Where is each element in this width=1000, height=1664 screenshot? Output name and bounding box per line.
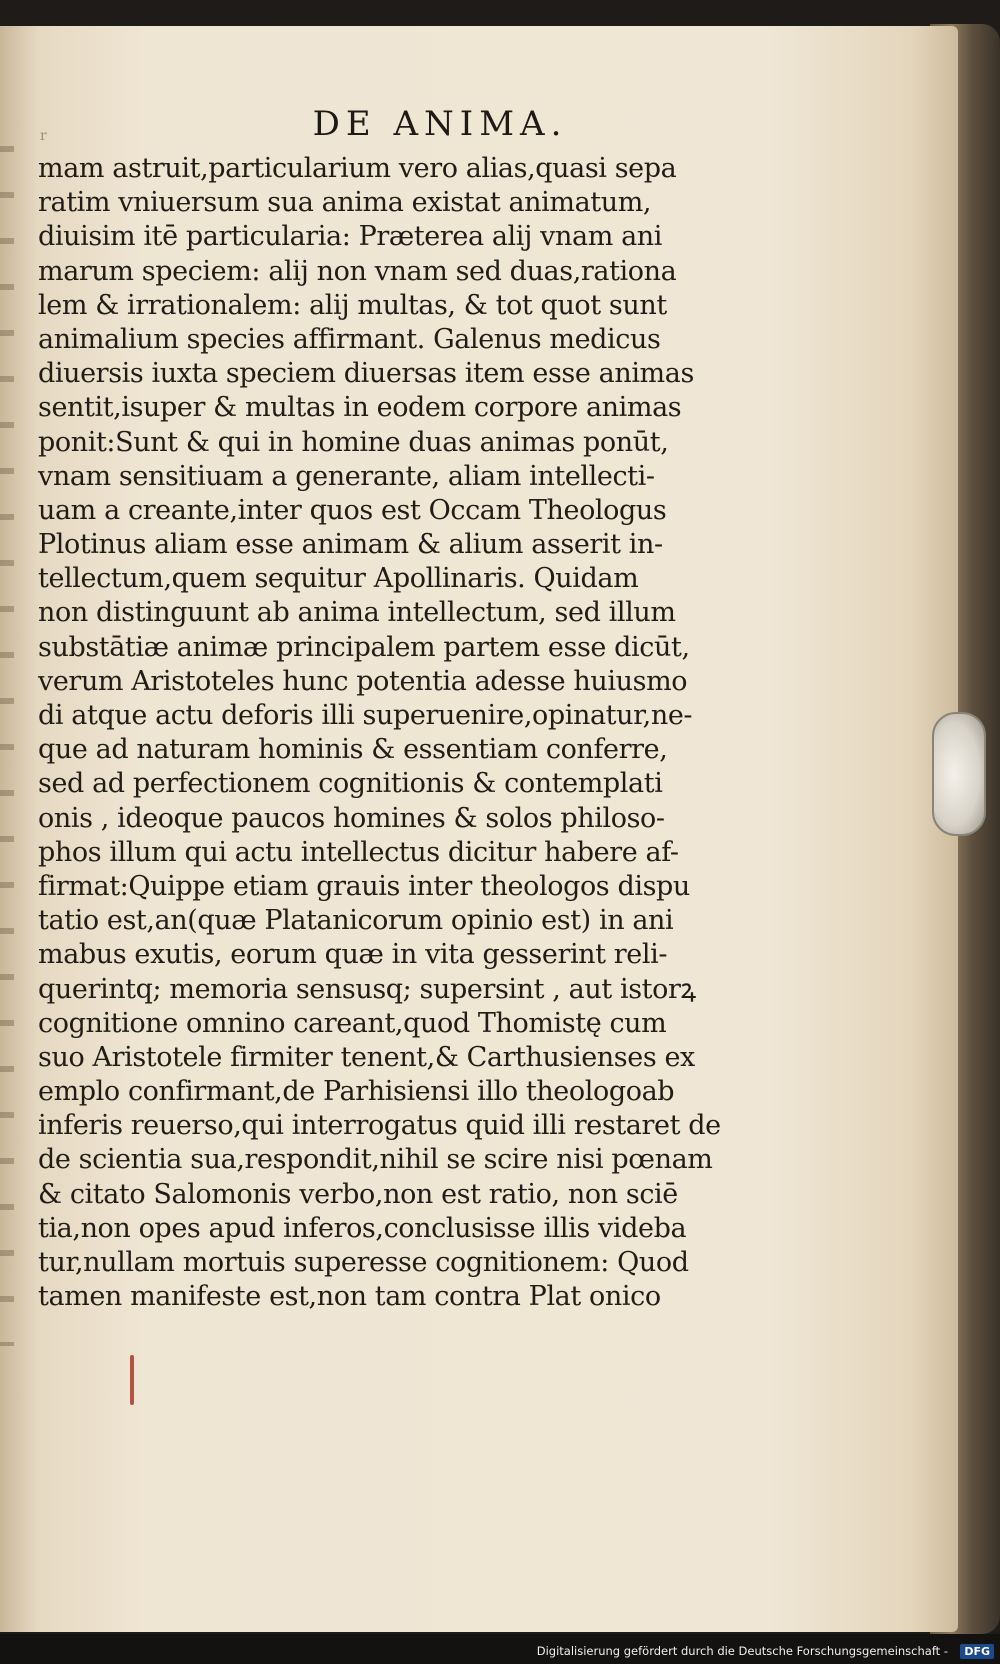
- text-line: tellectum,quem sequitur Apollinaris. Quidam: [38, 563, 639, 595]
- text-line: onis , ideoque paucos homines & solos philoso-: [38, 802, 665, 834]
- text-line: marum speciem: alij non vnam sed duas,rationa: [38, 255, 677, 287]
- page-clip: [932, 712, 986, 836]
- footer-credit: Digitalisierung gefördert durch die Deutsche Forschungsgemeinschaft -: [536, 1644, 948, 1658]
- text-line: de scientia sua,respondit,nihil se scire nisi pœnam: [38, 1144, 713, 1176]
- text-line: di atque actu deforis illi superuenire,opinatur,ne-: [38, 700, 693, 731]
- running-head: DE ANIMA.: [312, 104, 568, 144]
- footer-bar: [0, 1634, 1000, 1664]
- text-line: cognitione omnino careant,quod Thomistę cum: [38, 1007, 667, 1039]
- text-line: tur,nullam mortuis superesse cognitionem: Quod: [38, 1247, 689, 1278]
- text-line: phos illum qui actu intellectus dicitur habere af-: [38, 836, 679, 868]
- text-line: tia,non opes apud inferos,conclusisse illis videba: [38, 1212, 687, 1244]
- text-line: animalium species affirmant. Galenus medicus: [38, 323, 661, 355]
- text-line: vnam sensitiuam a generante, aliam intellecti-: [38, 460, 655, 492]
- text-line: sed ad perfectionem cognitionis & contemplati: [38, 768, 663, 800]
- text-line: ponit:Sunt & qui in homine duas animas ponūt,: [38, 426, 669, 458]
- pencil-mark: [130, 1355, 134, 1405]
- text-line: sentit,isuper & multas in eodem corpore animas: [38, 392, 682, 424]
- text-line: suo Aristotele firmiter tenent,& Carthusienses ex: [38, 1041, 695, 1073]
- text-line: diuersis iuxta speciem diuersas item esse animas: [38, 358, 694, 390]
- text-line: diuisim itē particularia: Præterea alij vnam ani: [38, 221, 663, 253]
- text-line: querintq; memoria sensusq; supersint , aut istorꝝ: [38, 973, 696, 1005]
- dfg-logo: DFG: [960, 1644, 994, 1659]
- text-line: emplo confirmant,de Parhisiensi illo theologoab: [38, 1076, 675, 1108]
- text-line: Plotinus aliam esse animam & alium asserit in-: [38, 529, 663, 561]
- text-line: & citato Salomonis verbo,non est ratio, non sciē: [38, 1178, 678, 1210]
- gutter-marks: [0, 146, 14, 1346]
- text-line: substātiæ animæ principalem partem esse dicūt,: [38, 631, 690, 663]
- text-line: ratim vniuersum sua anima existat animatum,: [38, 187, 652, 219]
- body-text: [38, 152, 738, 1314]
- text-line: verum Aristoteles hunc potentia adesse huiusmo: [38, 665, 688, 697]
- text-line: inferis reuerso,qui interrogatus quid illi restaret de: [38, 1110, 721, 1142]
- text-line: que ad naturam hominis & essentiam conferre,: [38, 734, 668, 766]
- text-line: firmat:Quippe etiam grauis inter theologos dispu: [38, 870, 690, 902]
- text-line: mabus exutis, eorum quæ in vita gesserint reli-: [38, 939, 668, 971]
- text-line: lem & irrationalem: alij multas, & tot quot sunt: [38, 289, 667, 321]
- text-line: non distinguunt ab anima intellectum, sed illum: [38, 597, 676, 629]
- text-line: mam astruit,particularium vero alias,quasi sepa: [38, 153, 677, 184]
- text-line: uam a creante,inter quos est Occam Theologus: [38, 494, 667, 526]
- text-line: tatio est,an(quæ Platanicorum opinio est) in ani: [38, 905, 674, 937]
- margin-mark: r: [40, 128, 47, 144]
- text-line: tamen manifeste est,non tam contra Plat onico: [38, 1281, 661, 1313]
